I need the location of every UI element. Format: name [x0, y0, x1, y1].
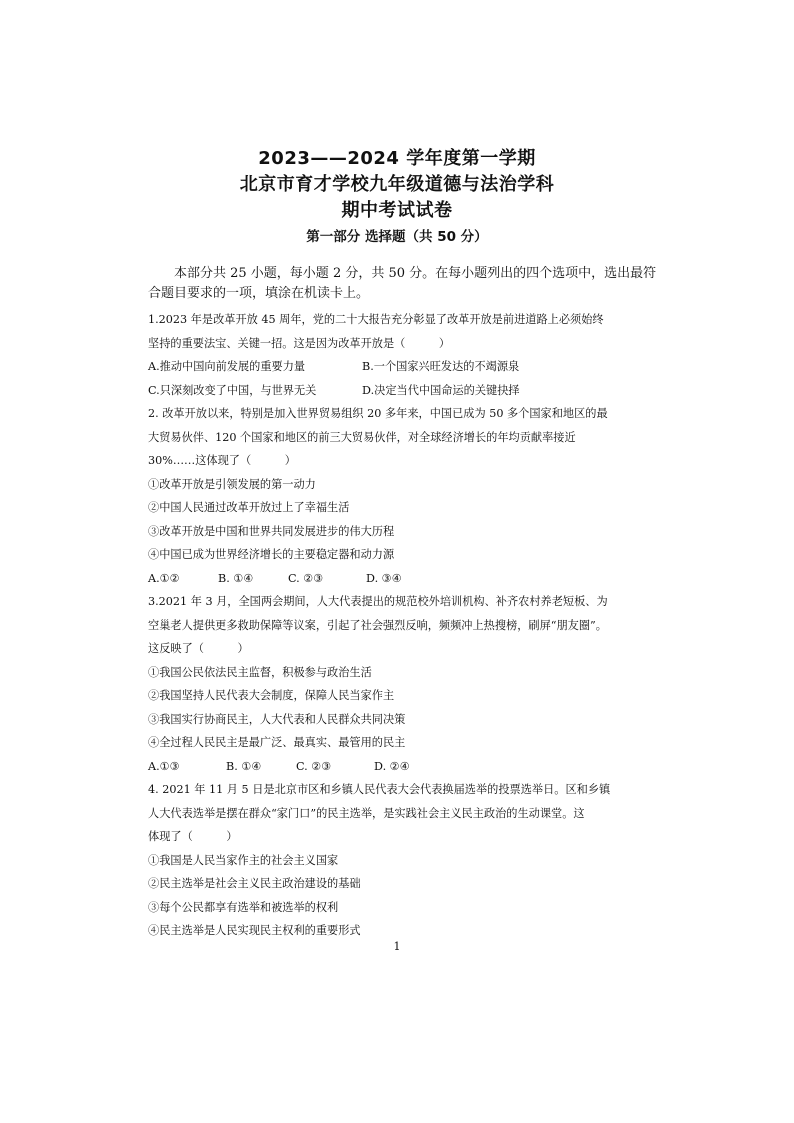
- question-1-stem-line: 1.2023 年是改革开放 45 周年，党的二十大报告充分彰显了改革开放是前进道路上必须始终: [148, 313, 604, 326]
- question-3-options-row: [148, 755, 658, 779]
- statement-2: ②我国坚持人民代表大会制度，保障人民当家作主: [148, 689, 395, 702]
- question-4-stem-line: 体现了（ ）: [148, 830, 238, 843]
- statement-1: ①我国是人民当家作主的社会主义国家: [148, 853, 339, 867]
- option-a: A.推动中国向前发展的重要力量: [148, 360, 306, 373]
- option-d: D. ③④: [366, 571, 402, 585]
- question-4: [148, 778, 658, 943]
- question-2-options-row: [148, 567, 658, 591]
- question-1-stem-line: 坚持的重要法宝、关键一招。这是因为改革开放是（ ）: [148, 336, 451, 350]
- option-b: B. ①④: [226, 759, 262, 773]
- statement-2: ②中国人民通过改革开放过上了幸福生活: [148, 501, 350, 514]
- question-1-options-row: [148, 355, 658, 379]
- option-d: D. ②④: [374, 759, 410, 773]
- option-c: C. ②③: [296, 759, 332, 773]
- question-2-stem-line: 30%……这体现了（ ）: [148, 454, 296, 467]
- question-4-stem-line: 4. 2021 年 11 月 5 日是北京市区和乡镇人民代表大会代表换届选举的投票选举日。区和乡镇: [148, 783, 611, 796]
- question-1-options-row: [148, 379, 658, 403]
- question-3-stem-line: 3.2021 年 3 月，全国两会期间，人大代表提出的规范校外培训机构、补齐农村养老短板、为: [148, 595, 608, 608]
- exam-title: 期中考试试卷: [341, 200, 453, 221]
- section-instructions: 本部分共 25 小题，每小题 2 分，共 50 分。在每小题列出的四个选项中，选出最符合题目要求的一项，填涂在机读卡上。: [148, 266, 657, 301]
- school-subject-title: 北京市育才学校九年级道德与法治学科: [239, 174, 555, 195]
- term-title: 2023——2024 学年度第一学期: [258, 148, 536, 169]
- statement-3: ③我国实行协商民主，人大代表和人民群众共同决策: [148, 712, 406, 726]
- statement-1: ①我国公民依法民主监督，积极参与政治生活: [148, 665, 372, 679]
- question-2-stem-line: 大贸易伙伴、120 个国家和地区的前三大贸易伙伴，对全球经济增长的年均贡献率接近: [148, 430, 576, 444]
- option-c: C.只深刻改变了中国，与世界无关: [148, 383, 317, 397]
- statement-4: ④全过程人民民主是最广泛、最真实、最管用的民主: [148, 736, 406, 749]
- page-number: 1: [393, 940, 401, 953]
- option-a: A.①②: [148, 571, 180, 585]
- question-4-stem-line: 人大代表选举是摆在群众“家门口”的民主选举，是实践社会主义民主政治的生动课堂。这: [148, 806, 585, 820]
- questions-body: [148, 264, 658, 943]
- statement-3: ③改革开放是中国和世界共同发展进步的伟大历程: [148, 524, 395, 538]
- statement-4: ④民主选举是人民实现民主权利的重要形式: [148, 924, 361, 937]
- question-3: [148, 590, 658, 778]
- question-1: [148, 308, 658, 402]
- statement-4: ④中国已成为世界经济增长的主要稳定器和动力源: [148, 548, 395, 561]
- question-2-stem-line: 2. 改革开放以来，特别是加入世界贸易组织 20 多年来，中国已成为 50 多个国家和地区的最: [148, 407, 608, 420]
- statement-2: ②民主选举是社会主义民主政治建设的基础: [148, 877, 361, 890]
- option-d: D.决定当代中国命运的关键抉择: [362, 383, 520, 397]
- statement-1: ①改革开放是引领发展的第一动力: [148, 477, 316, 491]
- option-b: B.一个国家兴旺发达的不竭源泉: [362, 360, 520, 373]
- option-c: C. ②③: [288, 571, 324, 585]
- question-2: [148, 402, 658, 590]
- statement-3: ③每个公民都享有选举和被选举的权利: [148, 900, 339, 914]
- question-3-stem-line: 这反映了（ ）: [148, 642, 249, 655]
- section-heading: 第一部分 选择题（共 50 分）: [306, 229, 488, 245]
- option-a: A.①③: [148, 759, 180, 773]
- question-3-stem-line: 空巢老人提供更多救助保障等议案，引起了社会强烈反响，频频冲上热搜榜，刷屏“朋友圈”。: [148, 618, 607, 632]
- title-block: [0, 146, 794, 248]
- option-b: B. ①④: [218, 571, 254, 585]
